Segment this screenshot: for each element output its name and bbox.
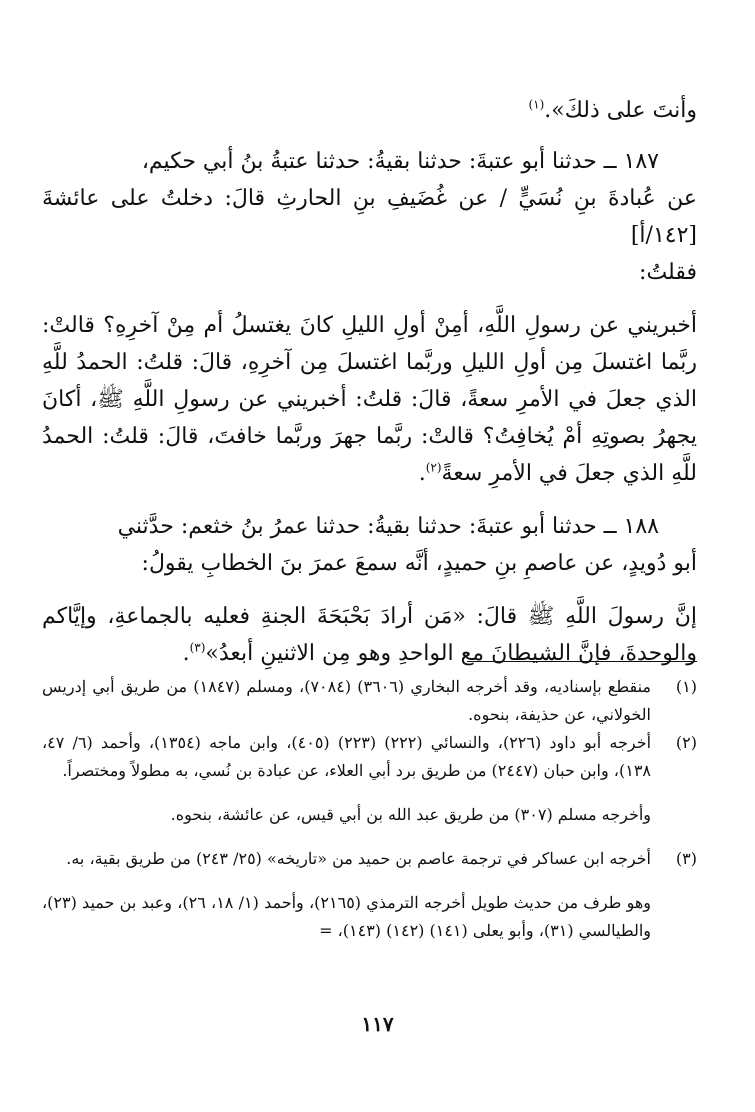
footnote-number: (١) bbox=[675, 677, 697, 696]
footnote-2 bbox=[42, 729, 697, 785]
footnotes bbox=[42, 673, 697, 961]
footnote-1 bbox=[42, 673, 697, 729]
footnote-marker-1: (١) bbox=[528, 97, 545, 112]
footnote-text: أخرجه ابن عساكر في ترجمة عاصم بن حميد من «تاريخه» (٢٥/ ٢٤٣) من طريق بقية، به. bbox=[66, 849, 651, 868]
footnote-text: منقطع بإسناديه، وقد أخرجه البخاري (٣٦٠٦) (٧٠٨٤)، ومسلم (١٨٤٧) من طريق أبي إدريس الخولاني، عن حذيفة، بنحوه. bbox=[42, 677, 652, 724]
footnote-2-continuation: وأخرجه مسلم (٣٠٧) من طريق عبد الله بن أبي قيس، عن عائشة، بنحوه. bbox=[170, 805, 651, 824]
hadith-187-line-2: عن عُبادةَ بنِ نُسَيٍّ / عن غُضَيفِ بنِ الحارثِ قالَ: دخلتُ على عائشةَ [١٤٢/أ] bbox=[42, 186, 697, 248]
hadith-187-line-1: ١٨٧ ــ حدثنا أبو عتبةَ: حدثنا بقيةُ: حدثنا عتبةُ بنُ أبي حكيم، bbox=[141, 149, 659, 174]
footnote-3-continuation: وهو طرف من حديث طويل أخرجه الترمذي (٢١٦٥)، وأحمد (١/ ١٨، ٢٦)، وعبد بن حميد (٢٣)، والطيالسي (٣١)، وأبو يعلى (١٤١) (١٤٢) (١٤٣)، = bbox=[42, 893, 652, 940]
footnote-3 bbox=[42, 845, 697, 873]
hadith-187-quote: أخبريني عن رسولِ اللَّهِ، أمِنْ أولِ الليلِ كانَ يغتسلُ أم مِنْ آخرِهِ؟ قالتْ: ربَّما اغتسلَ مِن أولِ الليلِ وربَّما اغتسلَ مِن آخرِهِ، قالَ: قلتُ: الحمدُ للَّهِ الذي جعلَ في الأمرِ سعةً، قالَ: قلتُ: أخبريني عن رسولِ اللَّهِ ﷺ، أكانَ يجهرُ بصوتِهِ أمْ يُخافِتُ؟ قالتْ: ربَّما جهرَ وربَّما خافتَ، قالَ: قلتُ: الحمدُ للَّهِ الذي جعلَ في الأمرِ سعةً bbox=[42, 313, 697, 486]
hadith-188-isnad bbox=[42, 508, 697, 582]
hadith-187-line-3: فقلتُ: bbox=[639, 260, 697, 285]
footnote-marker-3: (٣) bbox=[189, 640, 206, 655]
hadith-187-matn: أخبريني عن رسولِ اللَّهِ، أمِنْ أولِ الليلِ كانَ يغتسلُ أم مِنْ آخرِهِ؟ قالتْ: ربَّما اغتسلَ مِن أولِ الليلِ وربَّما اغتسلَ مِن آخرِهِ، قالَ: قلتُ: الحمدُ للَّهِ الذي جعلَ في الأمرِ سعةً، قالَ: قلتُ: أخبريني عن رسولِ اللَّهِ ﷺ، أكانَ يجهرُ بصوتِهِ أمْ يُخافِتُ؟ قالتْ: ربَّما جهرَ وربَّما خافتَ، قالَ: قلتُ: الحمدُ للَّهِ الذي جعلَ في الأمرِ سعةً$^{(٢)}$. bbox=[42, 313, 697, 486]
main-text bbox=[42, 92, 697, 672]
footnote-number: (٢) bbox=[675, 733, 697, 752]
hadith-188-quote: إنَّ رسولَ اللَّهِ ﷺ قالَ: «مَن أرادَ بَحْبَحَةَ الجنةِ فعليه بالجماعةِ، وإيَّاكم والوحدةَ، فإنَّ الشيطانَ مع الواحدِ وهو مِن الاثنينِ أبعدُ» bbox=[42, 604, 697, 666]
page-number: ١١٧ bbox=[361, 1012, 394, 1036]
footnote-number: (٣) bbox=[675, 849, 697, 868]
text-line: وأنتَ على ذلكَ». bbox=[544, 98, 697, 123]
footnote-divider bbox=[467, 661, 697, 662]
hadith-188-line-2: أبو دُويدٍ، عن عاصمِ بنِ حميدٍ، أنَّه سمعَ عمرَ بنَ الخطابِ يقولُ: bbox=[141, 551, 697, 576]
footnote-text: أخرجه أبو داود (٢٢٦)، والنسائي (٢٢٢) (٢٢٣) (٤٠٥)، وابن ماجه (١٣٥٤)، وأحمد (٦/ ٤٧، ١٣٨)، وابن حبان (٢٤٤٧) من طريق برد أبي العلاء، عن عبادة بن نُسي، به مطولاً ومختصراً. bbox=[42, 733, 652, 780]
hadith-187-isnad bbox=[42, 143, 697, 291]
hadith-188-line-1: ١٨٨ ــ حدثنا أبو عتبةَ: حدثنا بقيةُ: حدثنا عمرُ بنُ خثعم: حدَّثني bbox=[117, 514, 659, 539]
previous-hadith-ending bbox=[42, 92, 697, 129]
hadith-188-matn: إنَّ رسولَ اللَّهِ ﷺ قالَ: «مَن أرادَ بَحْبَحَةَ الجنةِ فعليه بالجماعةِ، وإيَّاكم والوحدةَ، فإنَّ الشيطانَ مع الواحدِ وهو مِن الاثنينِ أبعدُ»$^{(٣)}$. bbox=[42, 604, 697, 666]
footnote-marker-2: (٢) bbox=[425, 460, 442, 475]
